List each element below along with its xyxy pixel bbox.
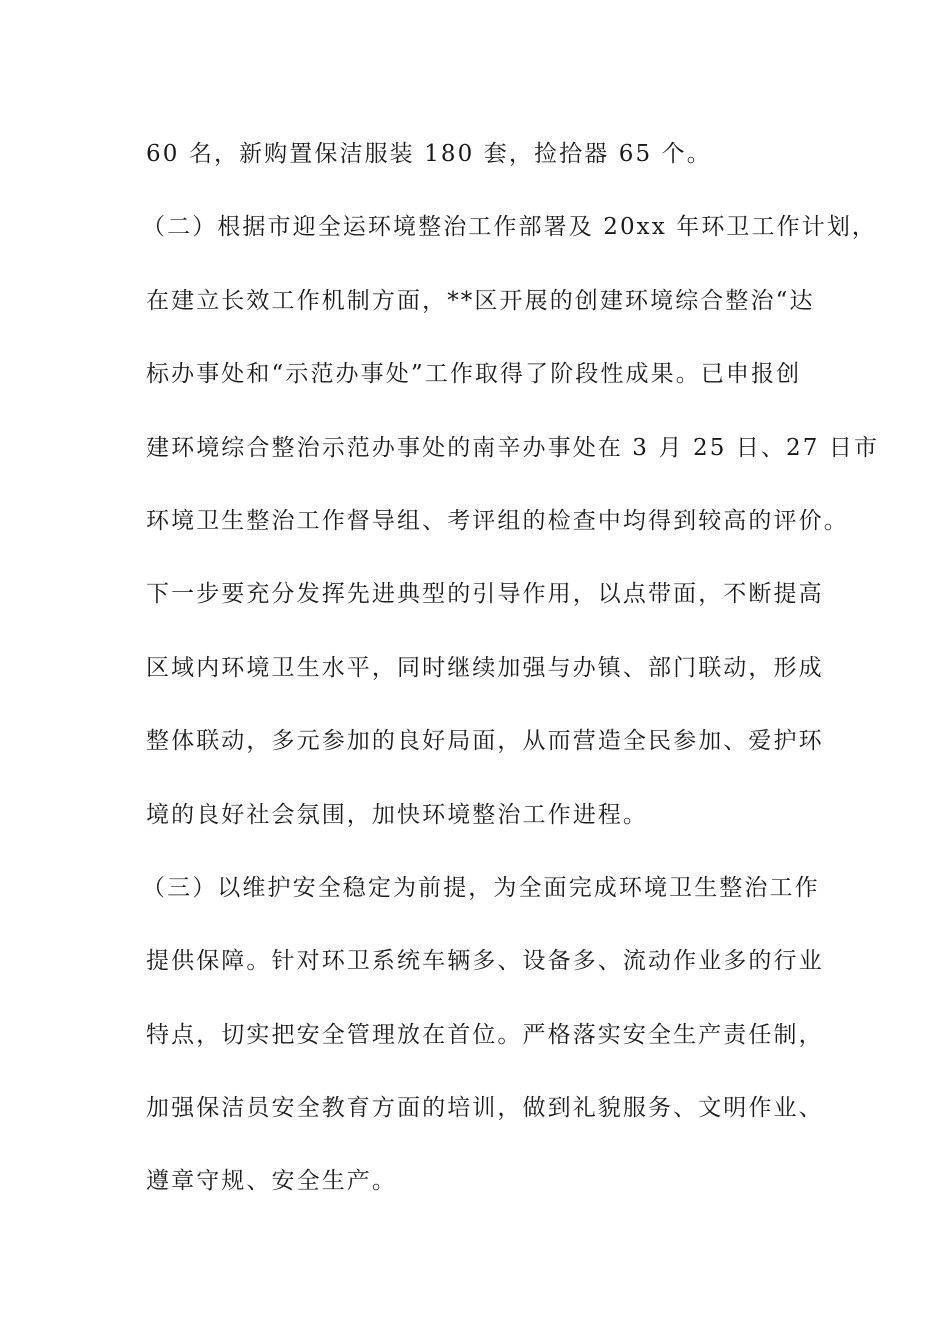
text-line: 整体联动，多元参加的良好局面，从而营造全民参加、爱护环 [146,728,824,755]
text-line: 区域内环境卫生水平，同时继续加强与办镇、部门联动，形成 [146,654,824,681]
text-line: 特点，切实把安全管理放在首位。严格落实安全生产责任制， [146,1021,824,1048]
text-line: 标办事处和“示范办事处”工作取得了阶段性成果。已申报创 [146,361,802,388]
section-heading-line: （三）以维护安全稳定为前提，为全面完成环境卫生整治工作 [142,874,820,901]
text-line: 境的良好社会氛围，加快环境整治工作进程。 [146,801,648,828]
document-body [142,128,880,1229]
text-line: 环境卫生整治工作督导组、考评组的检查中均得到较高的评价。 [146,507,849,534]
text-line: 在建立长效工作机制方面，**区开展的创建环境综合整治“达 [146,287,815,314]
text-line: 加强保洁员安全教育方面的培训，做到礼貌服务、文明作业、 [146,1095,824,1122]
section-heading-line: （二）根据市迎全运环境整治工作部署及 20xx 年环卫工作计划， [142,214,878,241]
text-line: 下一步要充分发挥先进典型的引导作用，以点带面，不断提高 [146,581,824,608]
text-line: 建环境综合整治示范办事处的南辛办事处在 3 月 25 日、27 日市 [146,434,880,461]
text-line: 提供保障。针对环卫系统车辆多、设备多、流动作业多的行业 [146,948,824,975]
text-line: 60 名，新购置保洁服装 180 套，捡拾器 65 个。 [146,141,712,167]
text-line: 遵章守规、安全生产。 [146,1168,397,1195]
